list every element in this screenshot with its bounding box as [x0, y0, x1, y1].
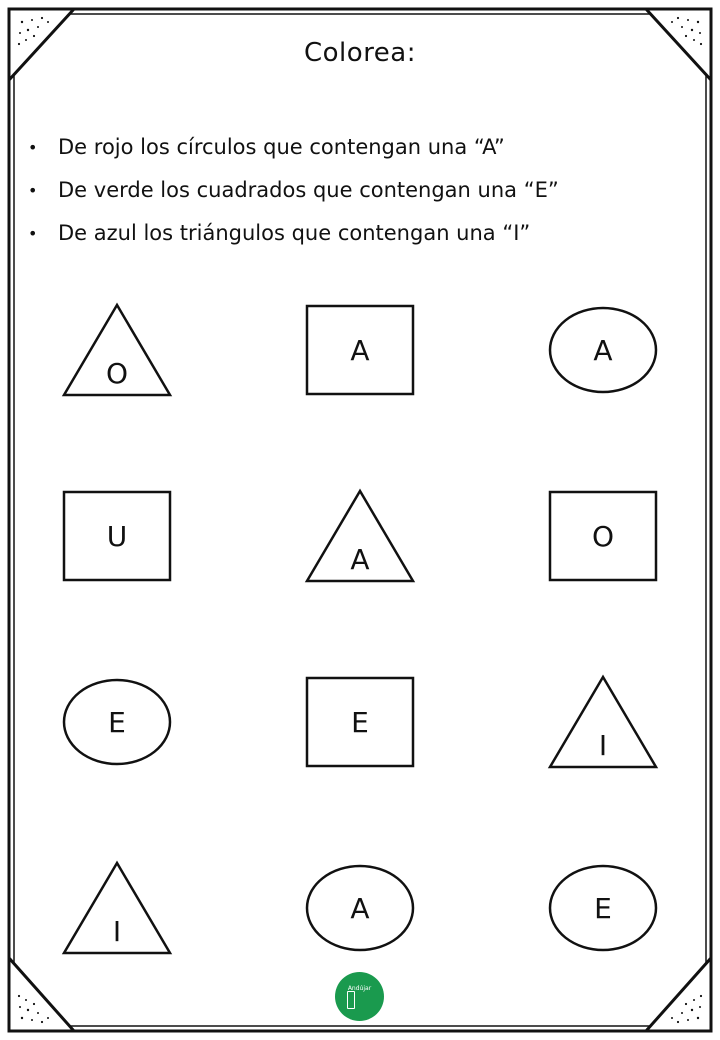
- shape-triangle-9[interactable]: [550, 677, 656, 767]
- shape-circle-11[interactable]: [307, 866, 413, 950]
- pencil-icon: [347, 991, 355, 1009]
- shape-letter: O: [591, 520, 615, 553]
- shape-letter: U: [106, 520, 128, 553]
- instruction-red-circles: • De rojo los círculos que contengan una “A”: [28, 126, 559, 169]
- shape-letter: A: [350, 892, 370, 925]
- instruction-blue-triangles: • De azul los triángulos que contengan una “I”: [28, 212, 559, 255]
- shape-letter: A: [593, 334, 613, 367]
- shape-letter: E: [108, 706, 126, 739]
- shape-square-2[interactable]: [307, 306, 413, 394]
- shape-square-4[interactable]: [64, 492, 170, 580]
- shape-triangle-1[interactable]: [64, 305, 170, 395]
- corner-decoration-bottom-right: [646, 958, 711, 1031]
- shape-letter: I: [598, 729, 608, 762]
- shape-triangle-5[interactable]: [307, 491, 413, 581]
- worksheet-title: Colorea:: [304, 38, 416, 68]
- shapes-grid: [64, 305, 656, 953]
- instruction-green-squares: • De verde los cuadrados que contengan una “E”: [28, 169, 559, 212]
- shape-letter: E: [351, 706, 369, 739]
- instructions-list: [28, 126, 559, 255]
- shape-letter: A: [350, 334, 370, 367]
- shape-triangle-10[interactable]: [64, 863, 170, 953]
- shape-circle-7[interactable]: [64, 680, 170, 764]
- logo-text: Andújar: [347, 985, 372, 992]
- shape-letter: O: [105, 357, 129, 390]
- shape-circle-3[interactable]: [550, 308, 656, 392]
- shape-letter: E: [594, 892, 612, 925]
- shape-circle-12[interactable]: [550, 866, 656, 950]
- corner-decoration-bottom-left: [9, 958, 74, 1031]
- shape-square-6[interactable]: [550, 492, 656, 580]
- shape-letter: A: [350, 543, 370, 576]
- publisher-logo: [335, 972, 384, 1021]
- shape-letter: I: [112, 915, 122, 948]
- shape-square-8[interactable]: [307, 678, 413, 766]
